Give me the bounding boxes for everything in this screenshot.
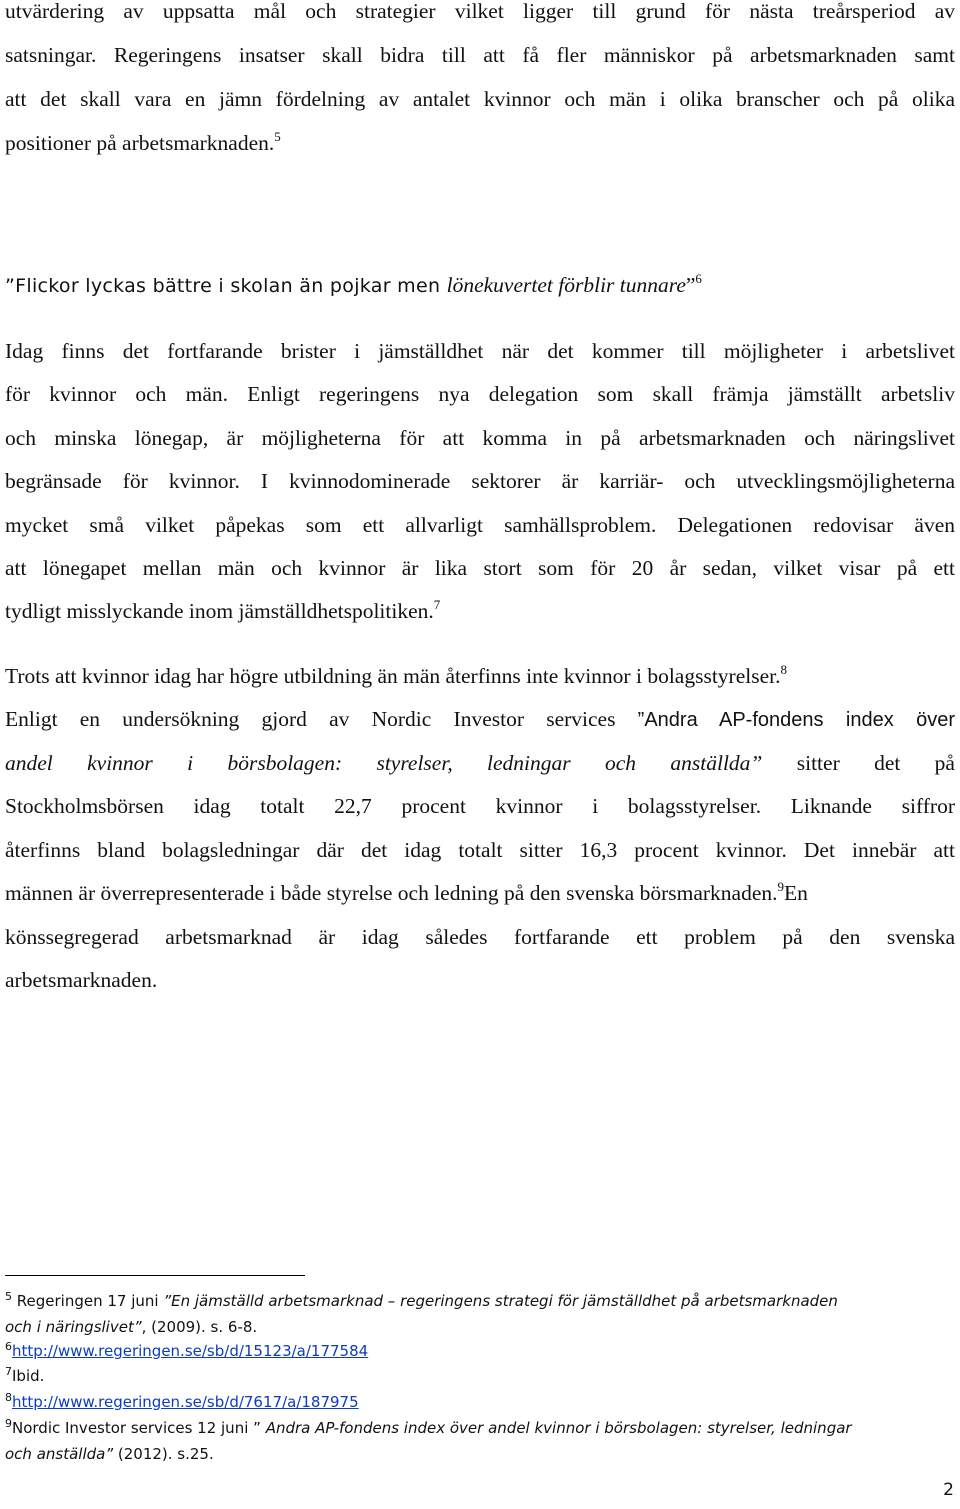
paragraph-line: satsningar. Regeringens insatser skall bidra till att få fler människor på arbetsmarknaden samt [5, 43, 955, 67]
paragraph-line-last [5, 597, 955, 625]
footnote-text: Nordic Investor services 12 juni ” [12, 1419, 266, 1437]
paragraph-line: könssegregerad arbetsmarknad är idag således fortfarande ett problem på den svenska [5, 925, 955, 949]
footnote-text: Ibid. [12, 1367, 45, 1385]
footnote-italic: Andra AP-fondens index över andel kvinnor i börsbolagen: styrelser, ledningar [265, 1419, 852, 1437]
paragraph-text: Trots att kvinnor idag har högre utbildning än män återfinns inte kvinnor i bolagsstyrelser. [5, 664, 781, 688]
footnote-ref-9[interactable]: 9 [777, 879, 784, 894]
paragraph-text: sitter det på [762, 751, 955, 775]
paragraph-line [5, 662, 955, 690]
page-number: 2 [943, 1480, 954, 1500]
footnote-number: 7 [5, 1365, 12, 1378]
footnote-link[interactable]: http://www.regeringen.se/sb/d/7617/a/187975 [12, 1393, 359, 1411]
paragraph-line-last: arbetsmarknaden. [5, 968, 158, 992]
footnote-link[interactable]: http://www.regeringen.se/sb/d/15123/a/177584 [12, 1342, 369, 1360]
footnote-9 [5, 1418, 955, 1438]
footnote-text: Regeringen 17 juni [12, 1292, 164, 1310]
paragraph-line: begränsade för kvinnor. I kvinnodominerade sektorer är karriär- och utvecklingsmöjligheterna [5, 469, 955, 493]
footnote-number: 5 [5, 1290, 12, 1303]
paragraph-text: tydligt misslyckande inom jämställdhetspolitiken. [5, 599, 434, 623]
footnote-9-cont [5, 1444, 955, 1464]
footnote-text: , (2009). s. 6-8. [141, 1318, 258, 1336]
paragraph-line: för kvinnor och män. Enligt regeringens nya delegation som skall främja jämställt arbetsliv [5, 382, 955, 406]
footnote-number: 6 [5, 1340, 12, 1353]
footnote-italic: och i näringslivet” [5, 1318, 142, 1336]
footnote-number: 9 [5, 1417, 12, 1430]
paragraph-line: och minska lönegap, är möjligheterna för att komma in på arbetsmarknaden och näringslivet [5, 426, 955, 450]
paragraph-line-last [5, 129, 955, 157]
footnote-ref-6[interactable]: 6 [695, 271, 702, 286]
paragraph-line [5, 879, 955, 907]
report-title-italic: andel kvinnor i börsbolagen: styrelser, ledningar och anställda” [5, 751, 763, 775]
paragraph-text: En [784, 881, 808, 905]
paragraph-line: återfinns bland bolagsledningar där det idag totalt sitter 16,3 procent kvinnor. Det innebär att [5, 838, 955, 862]
paragraph-line: mycket små vilket påpekas som ett allvarligt samhällsproblem. Delegationen redovisar även [5, 513, 955, 537]
quote-close: ” [685, 273, 696, 297]
footnote-ref-7[interactable]: 7 [433, 597, 441, 612]
quote-italic: lönekuvertet förblir tunnare [446, 273, 686, 297]
paragraph-line: Stockholmsbörsen idag totalt 22,7 procent kvinnor i bolagsstyrelser. Liknande siffror [5, 794, 955, 818]
paragraph-line: Idag finns det fortfarande brister i jämställdhet när det kommer till möjligheter i arbetslivet [5, 339, 955, 363]
footnote-italic: och anställda” [5, 1445, 114, 1463]
footnote-5-cont [5, 1317, 955, 1337]
footnote-8 [5, 1392, 955, 1412]
quote-text: ”Flickor lyckas bättre i skolan än pojkar men [5, 275, 447, 297]
paragraph-text: positioner på arbetsmarknaden. [5, 131, 275, 155]
paragraph-line: att det skall vara en jämn fördelning av antalet kvinnor och män i olika branscher och på olika [5, 87, 955, 111]
footnote-5 [5, 1291, 955, 1311]
footnote-number: 8 [5, 1391, 12, 1404]
quote-heading [5, 271, 702, 300]
paragraph-text: Enligt en undersökning gjord av Nordic Investor services [5, 707, 638, 731]
paragraph-line: att lönegapet mellan män och kvinnor är lika stort som för 20 år sedan, vilket visar på ett [5, 556, 955, 580]
footnote-italic: ”En jämställd arbetsmarknad – regeringens strategi för jämställdhet på arbetsmarknaden [163, 1292, 838, 1310]
footnote-7 [5, 1366, 955, 1386]
footnote-ref-8[interactable]: 8 [780, 662, 787, 677]
footnote-ref-5[interactable]: 5 [274, 129, 281, 144]
footnote-text: (2012). s.25. [113, 1445, 214, 1463]
paragraph-line: utvärdering av uppsatta mål och strategier vilket ligger till grund för nästa treårsperiod av [5, 0, 955, 23]
paragraph-line [5, 705, 955, 734]
footnote-separator [5, 1275, 305, 1276]
paragraph-line [5, 749, 955, 777]
paragraph-text: ”Andra AP-fondens index över [637, 709, 956, 731]
footnote-6 [5, 1341, 955, 1361]
paragraph-text: männen är överrepresenterade i både styrelse och ledning på den svenska börsmarknaden. [5, 881, 778, 905]
